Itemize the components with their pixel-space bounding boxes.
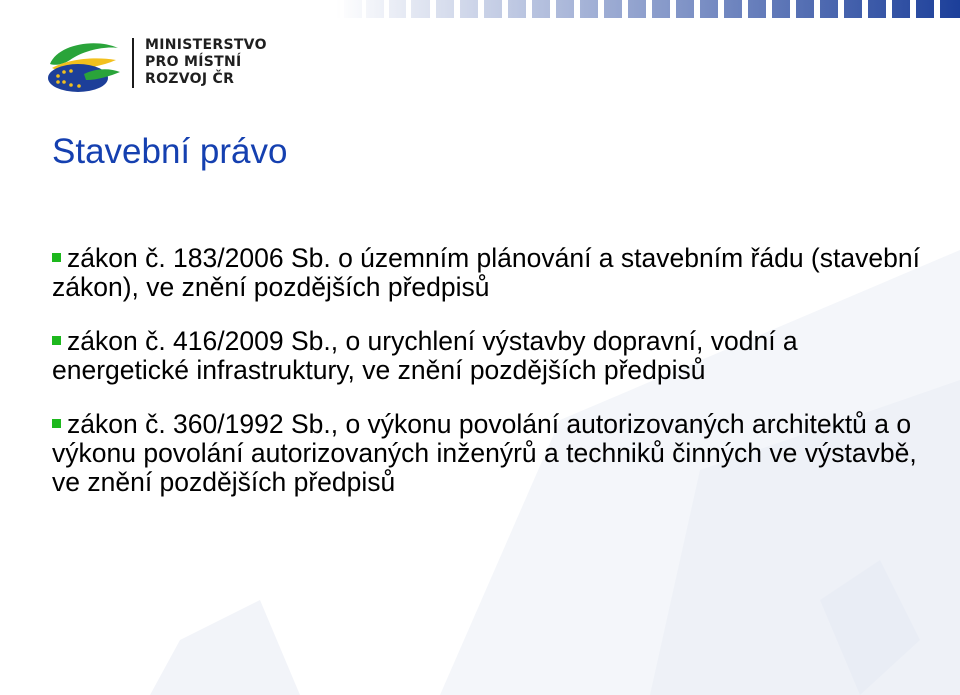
logo-divider: [132, 38, 134, 88]
logo-org-name: [145, 37, 267, 88]
list-item: [52, 410, 932, 497]
square-bullet-icon: [52, 336, 61, 345]
square-bullet-icon: [52, 419, 61, 428]
list-item: [52, 327, 932, 385]
ministry-logo: [44, 34, 274, 96]
bullet-list: [52, 244, 932, 522]
logo-line-3: ROZVOJ ČR: [145, 71, 235, 87]
slide-title: Stavební právo: [52, 132, 288, 171]
logo-line-2: PRO MÍSTNÍ: [145, 54, 242, 70]
square-bullet-icon: [52, 253, 61, 262]
mmr-logo-icon: [44, 34, 124, 96]
list-item-text: zákon č. 360/1992 Sb., o výkonu povolání autorizovaných architektů a o výkonu povolání autorizovaných inženýrů a techniků činných ve výstavbě, ve znění pozdějších předpisů: [52, 409, 917, 497]
list-item: [52, 244, 932, 302]
logo-line-1: MINISTERSTVO: [145, 37, 267, 53]
top-header-bar: [0, 0, 960, 34]
list-item-text: zákon č. 183/2006 Sb. o územním plánování a stavebním řádu (stavební zákon), ve znění pozdějších předpisů: [52, 243, 920, 302]
list-item-text: zákon č. 416/2009 Sb., o urychlení výstavby dopravní, vodní a energetické infrastruktury, ve znění pozdějších předpisů: [52, 326, 798, 385]
